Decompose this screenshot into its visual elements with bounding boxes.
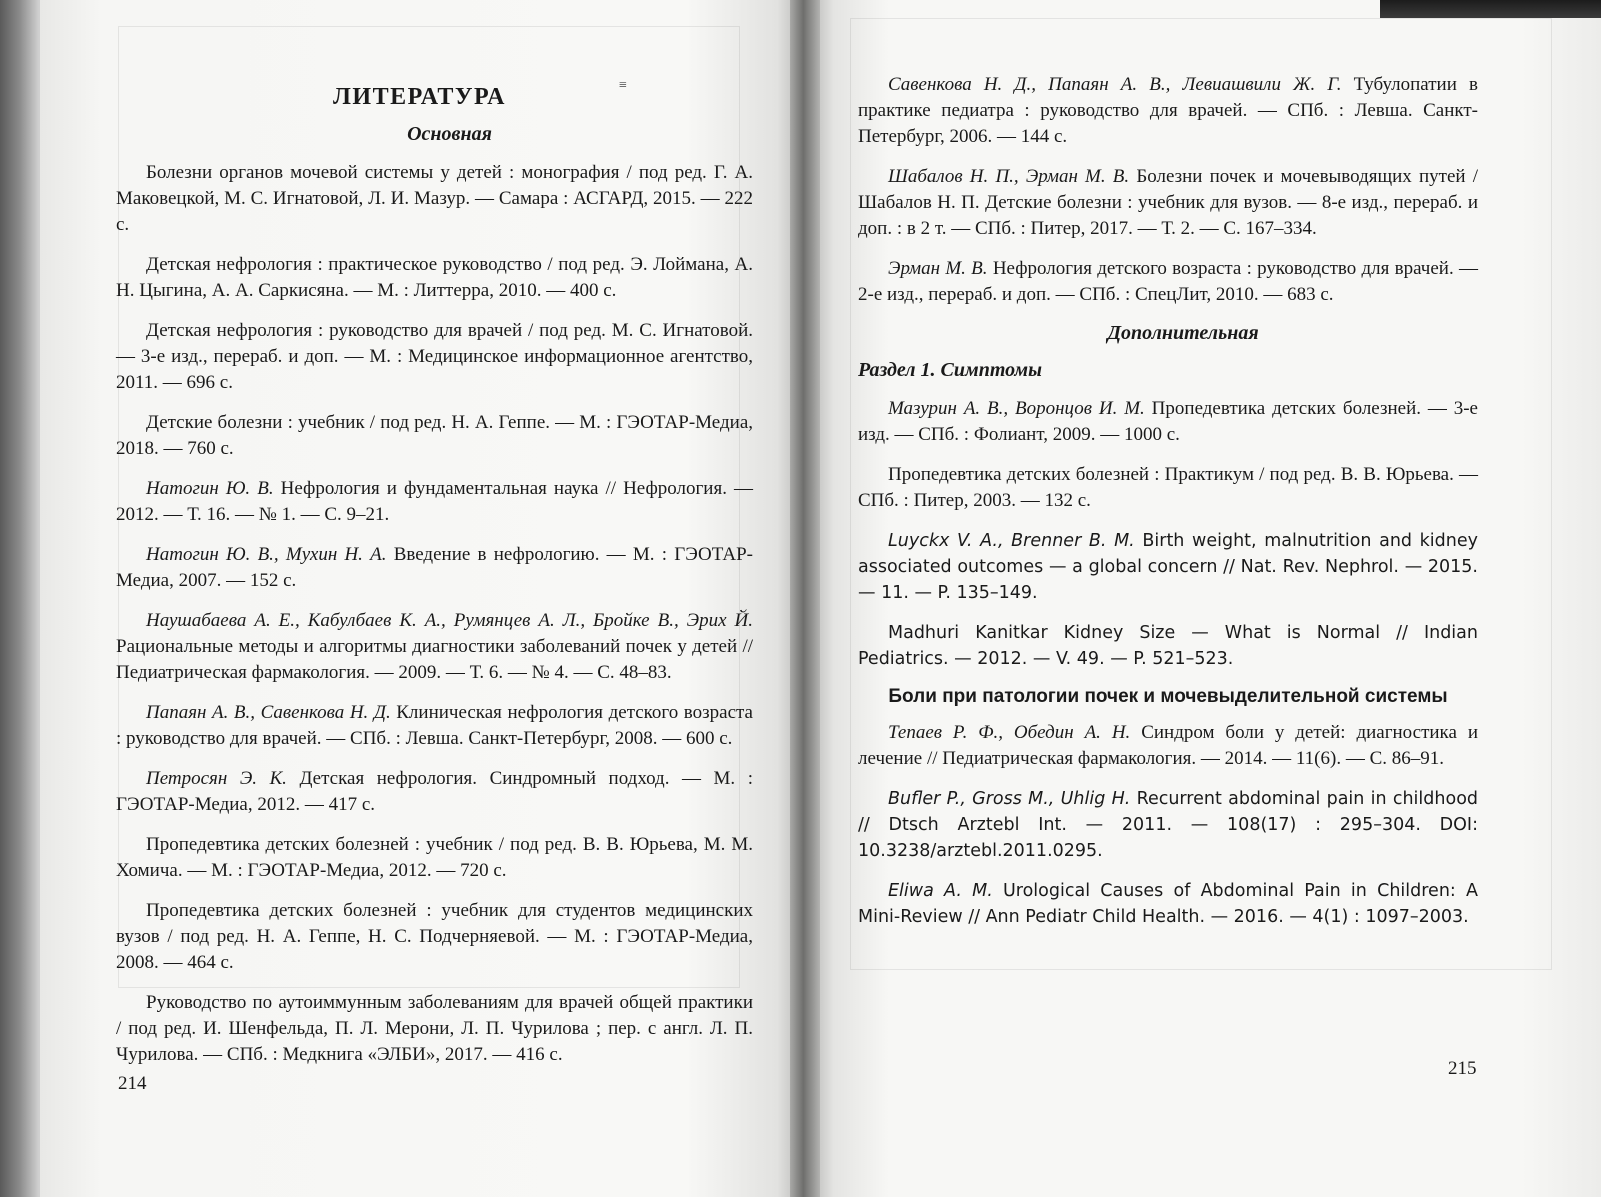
reference-text: Нефрология детского возраста : руководство для врачей. — 2-е изд., перераб. и доп. — СПб. : СпецЛит, 2010. — 683 с. bbox=[858, 258, 1478, 305]
reference-text: Пропедевтика детских болезней : учебник / под ред. В. В. Юрьева, М. М. Хомича. — М. : ГЭОТАР-Медиа, 2012. — 720 с. bbox=[116, 834, 753, 881]
page-number-right: 215 bbox=[1448, 1058, 1477, 1079]
reference-authors: Luyckx V. A., Brenner B. M. bbox=[888, 531, 1135, 551]
left-column bbox=[116, 84, 753, 1082]
reference-entry bbox=[116, 410, 753, 462]
reference-text: Рациональные методы и алгоритмы диагностики заболеваний почек у детей // Педиатрическая фармакология. — 2009. — Т. 6. — № 4. — С. 48–83. bbox=[116, 636, 753, 683]
reference-authors: Тепаев Р. Ф., Обедин А. Н. bbox=[888, 722, 1131, 743]
reference-text: Тубулопатии в практике педиатра : руководство для врачей. — СПб. : Левша. Санкт-Петербург, 2006. — 144 с. bbox=[858, 74, 1478, 147]
reference-entry bbox=[858, 720, 1478, 772]
reference-authors: Bufler P., Gross M., Uhlig H. bbox=[888, 789, 1131, 809]
reference-authors: Наушабаева А. Е., Кабулбаев К. А., Румянцев А. Л., Бройке В., Эрих Й. bbox=[146, 610, 753, 631]
reference-text: Детская нефрология : руководство для врачей / под ред. М. С. Игнатовой. — 3-е изд., перераб. и доп. — М. : Медицинское информационное агентство, 2011. — 696 с. bbox=[116, 320, 753, 393]
reference-list-main-cont bbox=[858, 72, 1478, 308]
reference-text: Болезни почек и мочевыводящих путей / Шабалов Н. П. Детские болезни : учебник для вузов. — 8-е изд., перераб. и доп. : в 2 т. — СПб. : Питер, 2017. — Т. 2. — С. 167–334. bbox=[858, 166, 1478, 239]
reference-authors: Папаян А. В., Савенкова Н. Д. bbox=[146, 702, 391, 723]
section-heading-symptoms: Раздел 1. Симптомы bbox=[858, 359, 1042, 381]
page-title: ЛИТЕРАТУРА bbox=[333, 84, 506, 110]
section-heading-additional: Дополнительная bbox=[1107, 322, 1259, 344]
reference-entry bbox=[858, 164, 1478, 242]
reference-entry bbox=[858, 786, 1478, 864]
reference-entry bbox=[116, 832, 753, 884]
reference-entry bbox=[858, 72, 1478, 150]
reference-entry bbox=[858, 462, 1478, 514]
reference-entry bbox=[116, 252, 753, 304]
reference-entry bbox=[116, 160, 753, 238]
reference-text: Руководство по аутоиммунным заболеваниям для врачей общей практики / под ред. И. Шенфельда, П. Л. Мерони, Л. П. Чурилова ; пер. с англ. Л. П. Чурилова. — СПб. : Медкнига «ЭЛБИ», 2017. — 416 с. bbox=[116, 992, 753, 1065]
reference-text: Нефрология и фундаментальная наука // Нефрология. — 2012. — Т. 16. — № 1. — С. 9–21. bbox=[116, 478, 753, 525]
page-mark: ≡ bbox=[619, 78, 627, 93]
reference-text: Введение в нефрологию. — М. : ГЭОТАР-Медиа, 2007. — 152 с. bbox=[116, 544, 753, 591]
reference-authors: Петросян Э. К. bbox=[146, 768, 287, 789]
reference-entry bbox=[858, 878, 1478, 930]
reference-entry bbox=[858, 256, 1478, 308]
subsection-heading-pain: Боли при патологии почек и мочевыделительной системы bbox=[888, 686, 1448, 707]
reference-entry bbox=[858, 528, 1478, 606]
reference-authors: Эрман М. В. bbox=[888, 258, 988, 279]
reference-text: Детская нефрология. Синдромный подход. — М. : ГЭОТАР-Медиа, 2012. — 417 с. bbox=[116, 768, 753, 815]
reference-text: Birth weight, malnutrition and kidney associated outcomes — a global concern // Nat. Rev. Nephrol. — 2015. — 11. — P. 135–149. bbox=[858, 531, 1478, 603]
reference-text: Urological Causes of Abdominal Pain in Children: A Mini-Review // Ann Pediatr Child Health. — 2016. — 4(1) : 1097–2003. bbox=[858, 881, 1478, 927]
reference-entry bbox=[116, 700, 753, 752]
page-number-left: 214 bbox=[118, 1073, 147, 1094]
reference-entry bbox=[116, 608, 753, 686]
reference-text: Recurrent abdominal pain in childhood // Dtsch Arztebl Int. — 2011. — 108(17) : 295–304. DOI: 10.3238/arztebl.2011.0295. bbox=[858, 789, 1479, 861]
reference-text: Детская нефрология : практическое руководство / под ред. Э. Лоймана, А. Н. Цыгина, А. А. Саркисяна. — М. : Литтерра, 2010. — 400 с. bbox=[116, 254, 753, 301]
right-column bbox=[858, 72, 1478, 944]
reference-list-pain bbox=[858, 720, 1478, 930]
reference-entry bbox=[116, 476, 753, 528]
reference-entry bbox=[858, 396, 1478, 448]
reference-text: Пропедевтика детских болезней. — 3-е изд. — СПб. : Фолиант, 2009. — 1000 с. bbox=[858, 398, 1478, 445]
reference-list-main bbox=[116, 160, 753, 1068]
reference-entry bbox=[116, 990, 753, 1068]
reference-text: Пропедевтика детских болезней : Практикум / под ред. В. В. Юрьева. — СПб. : Питер, 2003. — 132 с. bbox=[858, 464, 1478, 511]
reference-entry bbox=[116, 898, 753, 976]
reference-text: Клиническая нефрология детского возраста : руководство для врачей. — СПб. : Левша. Санкт-Петербург, 2008. — 600 с. bbox=[116, 702, 753, 749]
section-heading-main: Основная bbox=[407, 123, 492, 145]
reference-text: Детские болезни : учебник / под ред. Н. А. Геппе. — М. : ГЭОТАР-Медиа, 2018. — 760 с. bbox=[116, 412, 753, 459]
background-corner bbox=[1380, 0, 1601, 18]
reference-authors: Шабалов Н. П., Эрман М. В. bbox=[888, 166, 1130, 187]
reference-text: Синдром боли у детей: диагностика и лечение // Педиатрическая фармакология. — 2014. — 11(6). — С. 86–91. bbox=[858, 722, 1478, 769]
reference-entry bbox=[116, 766, 753, 818]
reference-authors: Мазурин А. В., Воронцов И. М. bbox=[888, 398, 1145, 419]
reference-authors: Натогин Ю. В. bbox=[146, 478, 274, 499]
reference-entry bbox=[858, 620, 1478, 672]
reference-text: Пропедевтика детских болезней : учебник для студентов медицинских вузов / под ред. Н. А. Геппе, Н. С. Подчерняевой. — М. : ГЭОТАР-Медиа, 2008. — 464 с. bbox=[116, 900, 753, 973]
reference-text: Болезни органов мочевой системы у детей : монография / под ред. Г. А. Маковецкой, М. С. Игнатовой, Л. И. Мазур. — Самара : АСГАРД, 2015. — 222 с. bbox=[116, 162, 753, 235]
reference-authors: Савенкова Н. Д., Папаян А. В., Левиашвили Ж. Г. bbox=[888, 74, 1342, 95]
reference-entry bbox=[116, 318, 753, 396]
book-gutter bbox=[790, 0, 820, 1197]
reference-authors: Натогин Ю. В., Мухин Н. А. bbox=[146, 544, 387, 565]
reference-authors: Eliwa A. M. bbox=[888, 881, 993, 901]
reference-list-symptoms bbox=[858, 396, 1478, 672]
reference-entry bbox=[116, 542, 753, 594]
reference-text: Madhuri Kanitkar Kidney Size — What is Normal // Indian Pediatrics. — 2012. — V. 49. — P. 521–523. bbox=[858, 623, 1478, 669]
